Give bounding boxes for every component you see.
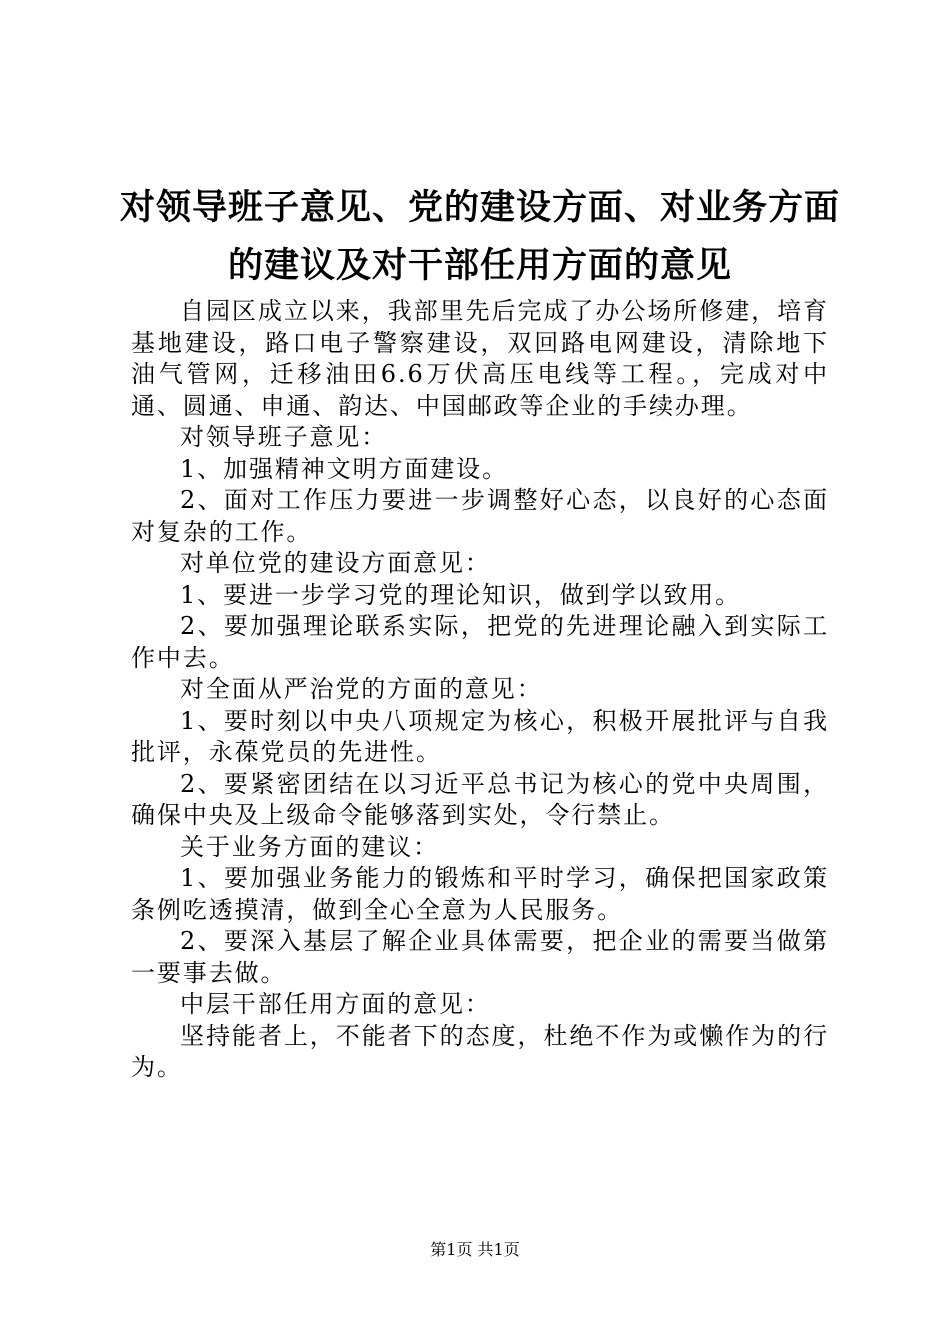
paragraph-leadership-1: 1、加强精神文明方面建设。 bbox=[180, 454, 508, 483]
document-body bbox=[131, 296, 829, 1084]
paragraph-cadre-appointment: 坚持能者上，不能者下的态度，杜绝不作为或懒作为的行为。 bbox=[131, 1021, 829, 1081]
paragraph-intro: 自园区成立以来，我部里先后完成了办公场所修建，培育基地建设，路口电子警察建设，双回路电网建设，清除地下油气管网，迁移油田6.6万伏高压电线等工程。，完成对中通、圆通、申通、韵达、中国邮政等企业的手续办理。 bbox=[131, 297, 829, 420]
heading-business: 关于业务方面的建议： bbox=[180, 832, 439, 861]
paragraph-business-2: 2、要深入基层了解企业具体需要，把企业的需要当做第一要事去做。 bbox=[131, 927, 829, 987]
document-title-line-2: 的建议及对干部任用方面的意见 bbox=[227, 245, 732, 286]
paragraph-party-building-2: 2、要加强理论联系实际，把党的先进理论融入到实际工作中去。 bbox=[131, 612, 829, 672]
heading-party-building: 对单位党的建设方面意见： bbox=[180, 549, 491, 577]
document-title-line-1: 对领导班子意见、党的建设方面、对业务方面 bbox=[119, 187, 840, 228]
paragraph-leadership-2: 2、面对工作压力要进一步调整好心态，以良好的心态面对复杂的工作。 bbox=[131, 486, 829, 546]
heading-leadership: 对领导班子意见： bbox=[180, 423, 388, 451]
paragraph-strict-governance-1: 1、要时刻以中央八项规定为核心，积极开展批评与自我批评，永葆党员的先进性。 bbox=[131, 706, 829, 766]
paragraph-strict-governance-2: 2、要紧密团结在以习近平总书记为核心的党中央周围，确保中央及上级命令能够落到实处，令行禁止。 bbox=[131, 769, 829, 829]
heading-strict-governance: 对全面从严治党的方面的意见： bbox=[180, 675, 543, 703]
heading-cadre-appointment: 中层干部任用方面的意见： bbox=[180, 990, 491, 1018]
paragraph-party-building-1: 1、要进一步学习党的理论知识，做到学以致用。 bbox=[180, 580, 742, 609]
paragraph-business-1: 1、要加强业务能力的锻炼和平时学习，确保把国家政策条例吃透摸清，做到全心全意为人民服务。 bbox=[131, 864, 829, 924]
page-footer: 第1页 共1页 bbox=[430, 1240, 520, 1259]
